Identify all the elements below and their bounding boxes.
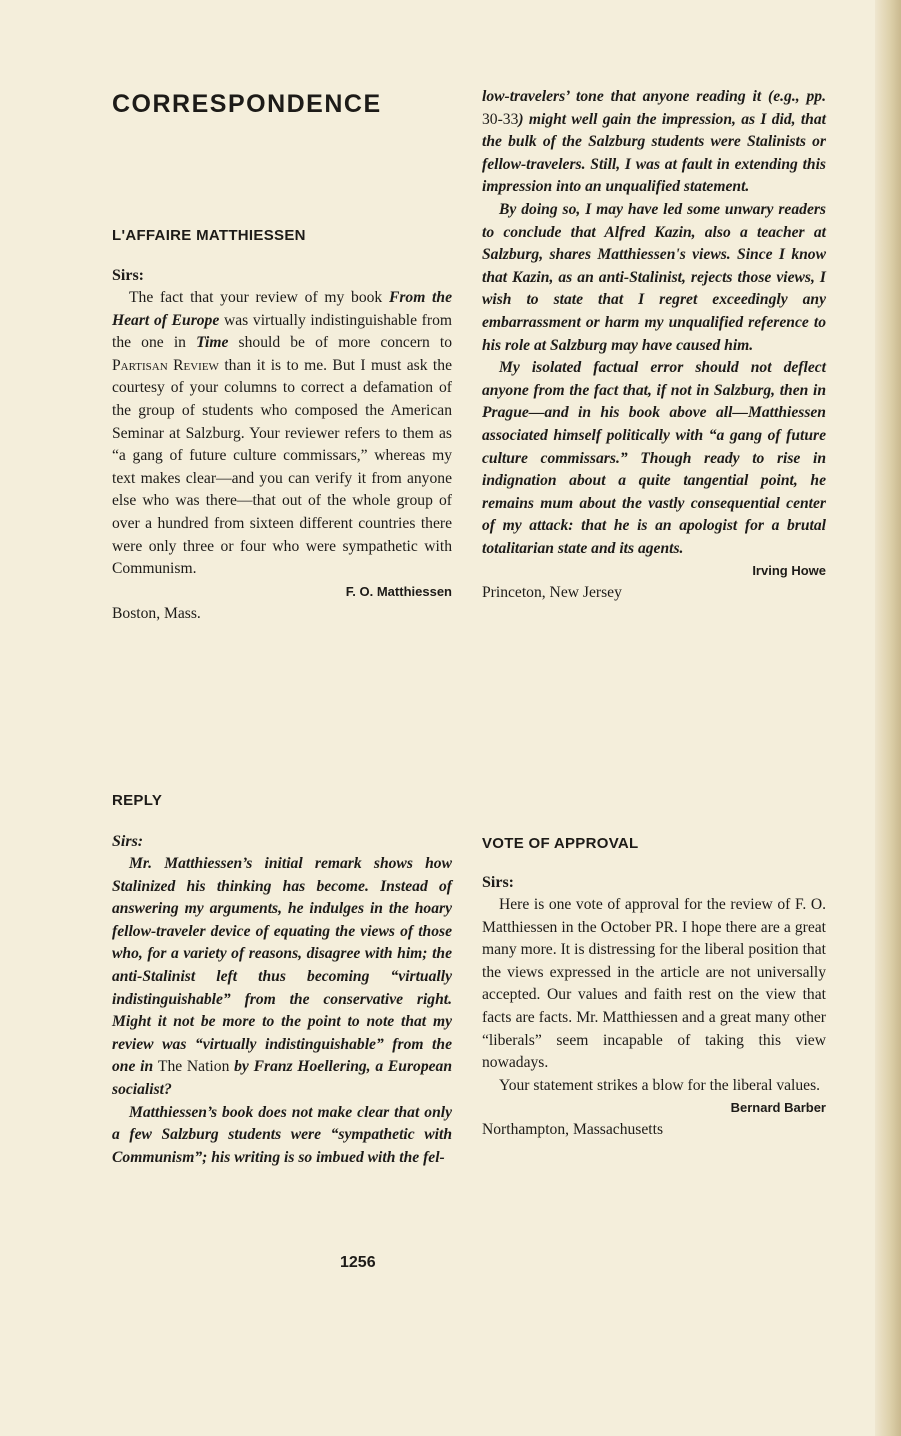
letter-paragraph: Mr. Matthiessen’s initial remark shows how Stalinized his thinking has become. Instead of answering my arguments, he indulges in the hoary fellow-traveler device of equating the views of those who, for a variety of reasons, disagree with him; the anti-Stalinist left thus becoming “virtually indistinguishable” from the conservative right. Might it not be more to the point to note that my review was “virtually indistinguishable” from the one in The Nation by Franz Hoellering, a European socialist? <box>112 855 453 1098</box>
letter-paragraph: My isolated factual error should not deflect anyone from the fact that, if not in Salzburg, then in Prague—and in his book above all—Matthiessen associated himself politically with “a gang of future culture commissars.” Though ready to rise in indignation about a quite tangential point, he remains mum about the vastly consequential center of my attack: that he is an apologist for a brutal totalitarian state and its agents. <box>482 359 826 557</box>
letter-place: Boston, Mass. <box>112 604 201 622</box>
page-title: CORRESPONDENCE <box>112 90 382 118</box>
signature: Irving Howe <box>752 563 826 579</box>
salutation: Sirs: <box>112 833 144 850</box>
page-number: 1256 <box>340 1254 376 1271</box>
signature: F. O. Matthiessen <box>345 583 452 599</box>
salutation: Sirs: <box>482 874 514 891</box>
letter-vote <box>482 871 826 1142</box>
letter-paragraph: Here is one vote of approval for the review of F. O. Matthiessen in the October PR. I hope there are a great many more. It is distressing for the liberal position that the views expressed in the article are not universally accepted. Our values and faith rest on the view that facts are facts. Mr. Matthiessen and a great many other “liberals” seem incapable of taking this view nowadays. <box>482 896 826 1072</box>
letter-matthiessen <box>112 264 452 625</box>
letter-paragraph: Matthiessen’s book does not make clear that only a few Salzburg students were “sympathetic with Communism”; his writing is so imbued with the fel- <box>112 1103 452 1166</box>
letter-paragraph: low-travelers’ tone that anyone reading it (e.g., pp. 30-33) might well gain the impression, as I did, that the bulk of the Salzburg students were Stalinists or fellow-travelers. Still, I was at fault in extending this impression into an unqualified statement. <box>482 88 826 196</box>
letter-place: Northampton, Massachusetts <box>482 1121 664 1139</box>
letter-place: Princeton, New Jersey <box>482 584 622 602</box>
letter-heading-matthiessen: L'AFFAIRE MATTHIESSEN <box>112 227 306 244</box>
page-edge <box>875 0 901 1436</box>
signature: Bernard Barber <box>730 1100 826 1116</box>
letter-heading-reply: REPLY <box>112 792 163 809</box>
salutation: Sirs: <box>112 267 144 284</box>
letter-heading-vote: VOTE OF APPROVAL <box>482 835 639 852</box>
letter-reply-part1 <box>112 830 452 1169</box>
letter-paragraph: Your statement strikes a blow for the liberal values. <box>499 1076 821 1094</box>
letter-paragraph: By doing so, I may have led some unwary readers to conclude that Alfred Kazin, also a teacher at Salzburg, shares Matthiessen's views. Since I know that Kazin, as an anti-Stalinist, rejects those views, I wish to state that I regret exceedingly any embarrassment or harm my unqualified reference to his role at Salzburg may have caused him. <box>482 200 826 354</box>
letter-reply-part2 <box>482 86 826 605</box>
letter-paragraph: The fact that your review of my book From the Heart of Europe was virtually indistinguishable from the one in Time should be of more concern to Partisan Review than it is to me. But I must ask the courtesy of your columns to correct a defamation of the group of students who composed the American Seminar at Salzburg. Your reviewer refers to them as “a gang of future culture commissars,” whereas my text makes clear—and you can verify it from anyone else who was there—that out of the whole group of over a hundred from sixteen different countries there were only three or four who were sympathetic with Communism. <box>112 289 452 578</box>
